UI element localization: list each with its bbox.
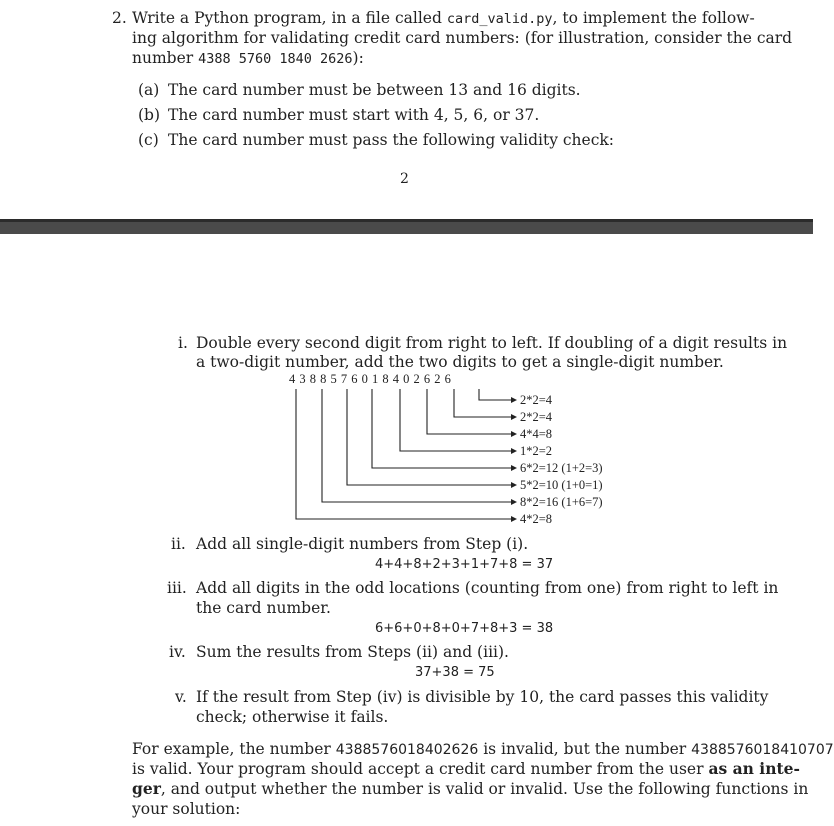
diagram-result-6: 5*2=10 (1+0=1): [520, 478, 603, 492]
invalid-card-number: 4388576018402626: [335, 742, 479, 758]
card-digits-row: 4 3 8 8 5 7 6 0 1 8 4 0 2 6 2 6: [289, 372, 452, 386]
closing-line-3: [132, 779, 808, 799]
closing-text-a: For example, the number: [132, 740, 336, 758]
intro-text-c: number: [132, 49, 199, 67]
closing-bold-a: as an inte-: [708, 759, 800, 778]
step-v-label: v.: [175, 688, 187, 706]
closing-text-c: is valid. Your program should accept a credit card number from the user: [132, 760, 709, 778]
closing-line-1: [132, 739, 834, 760]
intro-text-a: Write a Python program, in a file called: [132, 9, 447, 27]
step-iv-text: Sum the results from Steps (ii) and (iii).: [196, 643, 509, 661]
step-iii-line-1: Add all digits in the odd locations (counting from one) from right to left in: [196, 579, 779, 597]
step-iv-label: iv.: [169, 643, 186, 661]
diagram-result-5: 6*2=12 (1+2=3): [520, 461, 603, 475]
closing-text-d: , and output whether the number is valid or invalid. Use the following functions in: [160, 780, 809, 798]
step-ii-calculation: 4+4+8+2+3+1+7+8 = 37: [375, 557, 554, 572]
step-v-line-2: check; otherwise it fails.: [196, 708, 389, 726]
example-card-number: 4388 5760 1840 2626: [198, 51, 353, 67]
diagram-result-7: 8*2=16 (1+6=7): [520, 495, 603, 509]
step-iii-line-2: the card number.: [196, 599, 331, 617]
closing-text-b: is invalid, but the number: [478, 740, 692, 758]
intro-text-b: , to implement the follow-: [552, 9, 755, 27]
closing-bold-b: ger: [132, 779, 161, 798]
valid-card-number: 4388576018410707: [691, 742, 834, 758]
step-iii-label: iii.: [167, 579, 187, 597]
step-v-line-1: If the result from Step (iv) is divisible by 10, the card passes this validity: [196, 688, 769, 706]
step-iv-calculation: 37+38 = 75: [415, 665, 495, 680]
page-number: 2: [400, 171, 409, 187]
step-i-label: i.: [178, 334, 188, 352]
step-iii-calculation: 6+6+0+8+0+7+8+3 = 38: [375, 621, 554, 636]
rule-c-text: The card number must pass the following validity check:: [168, 131, 615, 149]
problem-number: 2.: [112, 9, 127, 27]
diagram-result-3: 4*4=8: [520, 427, 553, 441]
rule-a-text: The card number must be between 13 and 16 digits.: [168, 81, 581, 99]
step-ii-label: ii.: [171, 535, 186, 553]
closing-line-4: your solution:: [132, 800, 241, 818]
filename: card_valid.py: [446, 11, 553, 27]
rule-b-text: The card number must start with 4, 5, 6, or 37.: [168, 106, 540, 124]
closing-line-2: [132, 759, 800, 779]
diagram-result-4: 1*2=2: [520, 444, 553, 458]
diagram-result-8: 4*2=8: [520, 512, 553, 526]
intro-line-2: ing algorithm for validating credit card numbers: (for illustration, consider the card: [132, 29, 793, 47]
intro-text-d: ):: [352, 49, 364, 67]
rule-b-label: (b): [138, 106, 161, 124]
rule-c-label: (c): [138, 131, 159, 149]
rule-a-label: (a): [138, 81, 160, 99]
step-i-line-1: Double every second digit from right to left. If doubling of a digit results in: [196, 334, 788, 352]
step-i-line-2: a two-digit number, add the two digits to get a single-digit number.: [196, 353, 724, 371]
diagram-result-1: 2*2=4: [520, 393, 553, 407]
diagram-result-2: 2*2=4: [520, 410, 553, 424]
step-ii-text: Add all single-digit numbers from Step (i).: [196, 535, 529, 553]
